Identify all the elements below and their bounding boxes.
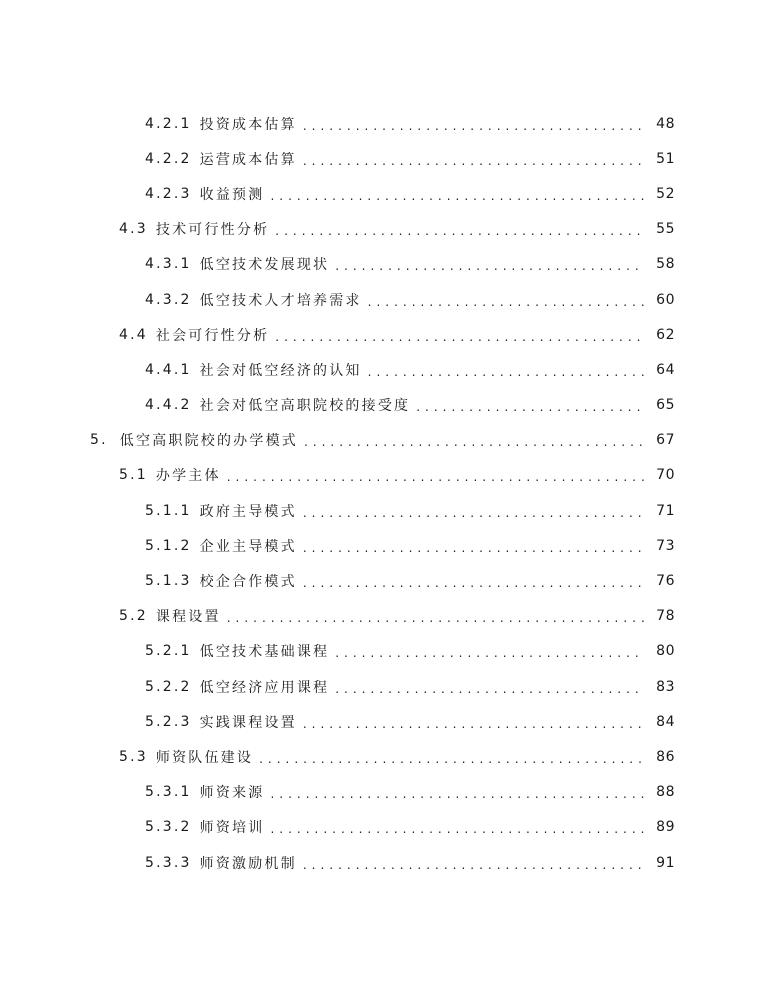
toc-leader-dots <box>303 116 645 132</box>
toc-entry[interactable] <box>0 106 765 141</box>
toc-title: 企业主导模式 <box>199 538 297 555</box>
toc-title: 校企合作模式 <box>199 574 297 591</box>
toc-number: 5.1 <box>119 467 148 484</box>
toc-leader-dots <box>227 467 645 483</box>
toc-leader-dots <box>227 608 645 624</box>
toc-entry[interactable] <box>0 458 765 493</box>
toc-number: 5.2.1 <box>145 643 192 660</box>
toc-entry[interactable] <box>0 528 765 563</box>
toc-page-number: 78 <box>656 608 675 625</box>
toc-entry[interactable] <box>0 493 765 528</box>
toc-entry[interactable] <box>0 282 765 317</box>
toc-page-number: 91 <box>656 854 675 871</box>
toc-page-number: 73 <box>656 537 675 554</box>
toc-leader-dots <box>335 679 645 695</box>
toc-title: 政府主导模式 <box>199 503 297 520</box>
toc-leader-dots <box>368 362 645 378</box>
toc-leader-dots <box>335 643 645 659</box>
toc-number: 4.3 <box>119 221 148 238</box>
toc-entry[interactable] <box>0 599 765 634</box>
toc-number: 5.3.2 <box>145 819 192 836</box>
toc-title: 低空技术人才培养需求 <box>199 292 362 309</box>
toc-number: 4.2.2 <box>145 150 192 167</box>
toc-title: 社会对低空高职院校的接受度 <box>199 398 411 415</box>
toc-entry[interactable] <box>0 388 765 423</box>
toc-entry[interactable] <box>0 212 765 247</box>
toc-page-number: 86 <box>656 748 675 765</box>
toc-number: 4.2.1 <box>145 115 192 132</box>
toc-leader-dots <box>304 432 645 448</box>
toc-leader-dots <box>335 256 645 272</box>
toc-entry[interactable] <box>0 669 765 704</box>
toc-entry[interactable] <box>0 352 765 387</box>
toc-title: 师资队伍建设 <box>155 749 254 766</box>
toc-page-number: 58 <box>656 256 675 273</box>
toc-title: 低空技术发展现状 <box>199 257 330 274</box>
toc-leader-dots <box>303 503 645 519</box>
toc-number: 5.1.2 <box>145 537 192 554</box>
toc-entry[interactable] <box>0 423 765 458</box>
toc-page-number: 83 <box>656 678 675 695</box>
toc-number: 5. <box>90 432 108 449</box>
toc-page-number: 51 <box>656 150 675 167</box>
toc-title: 低空经济应用课程 <box>199 679 330 696</box>
toc-leader-dots <box>275 221 645 237</box>
toc-number: 5.2 <box>119 608 148 625</box>
toc-number: 4.2.3 <box>145 185 192 202</box>
toc-entry[interactable] <box>0 810 765 845</box>
toc-leader-dots <box>303 573 645 589</box>
toc-page-number: 89 <box>656 819 675 836</box>
toc-number: 4.3.2 <box>145 291 192 308</box>
table-of-contents <box>0 106 765 880</box>
toc-title: 技术可行性分析 <box>155 222 270 239</box>
toc-page-number: 76 <box>656 573 675 590</box>
toc-title: 低空技术基础课程 <box>199 644 330 661</box>
toc-entry[interactable] <box>0 317 765 352</box>
toc-page-number: 48 <box>656 115 675 132</box>
toc-number: 5.1.3 <box>145 573 192 590</box>
toc-entry[interactable] <box>0 176 765 211</box>
toc-leader-dots <box>303 855 645 871</box>
toc-leader-dots <box>368 292 645 308</box>
toc-leader-dots <box>275 327 645 343</box>
toc-leader-dots <box>270 819 645 835</box>
toc-page-number: 80 <box>656 643 675 660</box>
toc-leader-dots <box>259 749 645 765</box>
toc-page-number: 88 <box>656 784 675 801</box>
toc-leader-dots <box>303 714 645 730</box>
toc-page-number: 71 <box>656 502 675 519</box>
toc-number: 5.3 <box>119 748 148 765</box>
toc-title: 师资培训 <box>199 820 265 837</box>
toc-title: 实践课程设置 <box>199 714 297 731</box>
toc-page-number: 60 <box>656 291 675 308</box>
toc-page-number: 67 <box>656 432 675 449</box>
toc-number: 4.4.2 <box>145 397 192 414</box>
toc-page-number: 62 <box>656 326 675 343</box>
toc-leader-dots <box>270 186 645 202</box>
toc-number: 4.4.1 <box>145 361 192 378</box>
toc-entry[interactable] <box>0 563 765 598</box>
toc-entry[interactable] <box>0 775 765 810</box>
toc-leader-dots <box>303 538 645 554</box>
toc-entry[interactable] <box>0 845 765 880</box>
toc-leader-dots <box>416 397 645 413</box>
toc-page-number: 70 <box>656 467 675 484</box>
toc-title: 师资激励机制 <box>199 855 297 872</box>
toc-number: 5.3.1 <box>145 784 192 801</box>
toc-leader-dots <box>303 151 645 167</box>
toc-title: 社会对低空经济的认知 <box>199 362 362 379</box>
toc-number: 5.1.1 <box>145 502 192 519</box>
toc-entry[interactable] <box>0 704 765 739</box>
toc-entry[interactable] <box>0 634 765 669</box>
toc-number: 4.4 <box>119 326 148 343</box>
toc-number: 5.2.2 <box>145 678 192 695</box>
toc-title: 投资成本估算 <box>199 116 297 133</box>
toc-title: 收益预测 <box>199 186 265 203</box>
toc-page-number: 52 <box>656 185 675 202</box>
toc-page-number: 65 <box>656 397 675 414</box>
toc-entry[interactable] <box>0 141 765 176</box>
toc-page-number: 64 <box>656 361 675 378</box>
toc-number: 5.2.3 <box>145 713 192 730</box>
toc-title: 运营成本估算 <box>199 151 297 168</box>
toc-title: 办学主体 <box>155 468 221 485</box>
toc-entry[interactable] <box>0 247 765 282</box>
toc-number: 4.3.1 <box>145 256 192 273</box>
toc-entry[interactable] <box>0 739 765 774</box>
toc-title: 社会可行性分析 <box>155 327 270 344</box>
toc-leader-dots <box>270 784 645 800</box>
toc-page-number: 55 <box>656 221 675 238</box>
toc-number: 5.3.3 <box>145 854 192 871</box>
toc-page-number: 84 <box>656 713 675 730</box>
toc-title: 低空高职院校的办学模式 <box>119 433 298 450</box>
toc-title: 师资来源 <box>199 785 265 802</box>
toc-title: 课程设置 <box>155 609 221 626</box>
